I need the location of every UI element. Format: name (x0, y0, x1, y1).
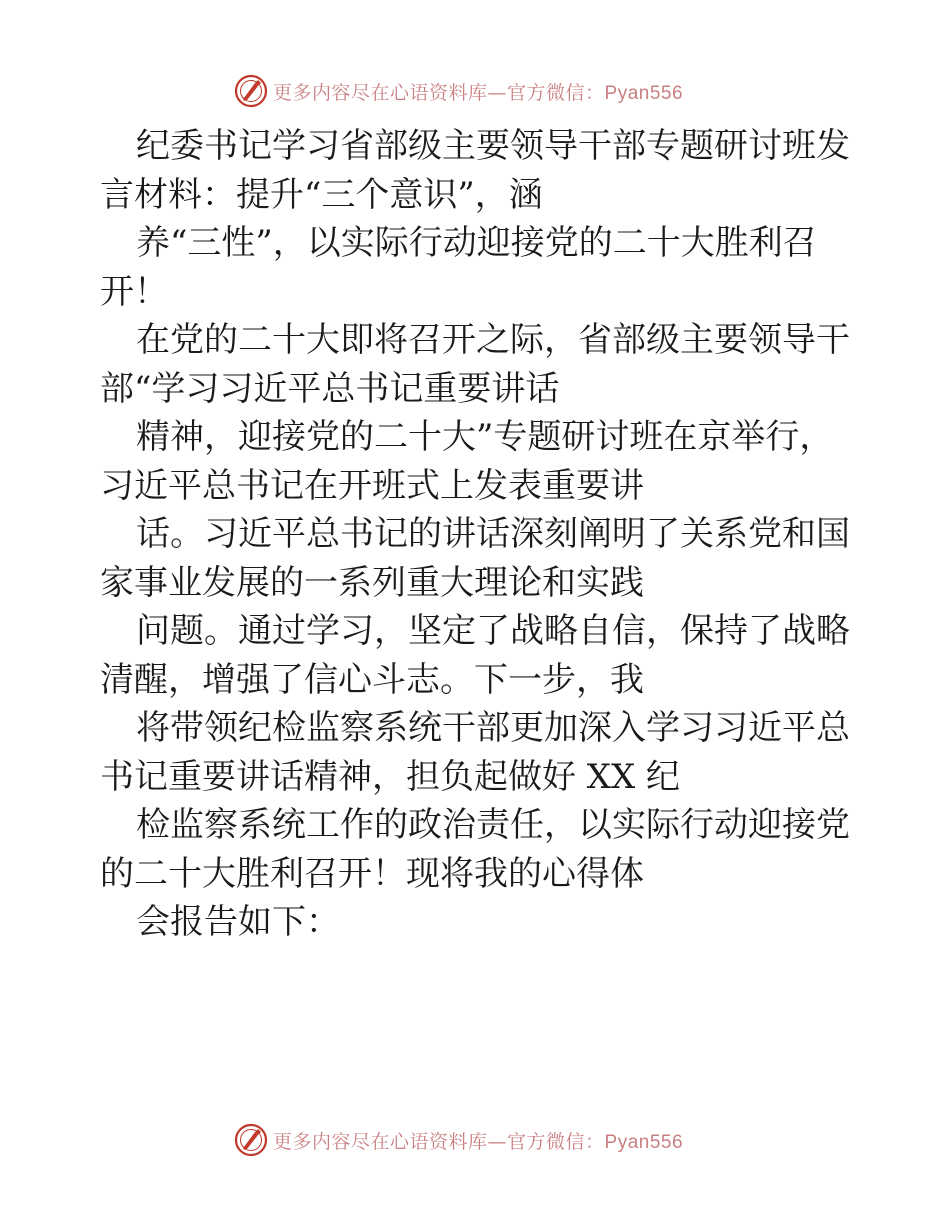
paragraph-line: 习近平总书记在开班式上发表重要讲 (100, 465, 644, 506)
header-banner-text (273, 78, 683, 105)
paragraph-line: 话。习近平总书记的讲话深刻阐明了关系党和国 (136, 514, 850, 554)
paragraph (100, 510, 860, 607)
paragraph-line: 书记重要讲话精神，担负起做好 XX 纪 (100, 756, 681, 797)
paragraph (100, 607, 860, 704)
paragraph-line: 纪委书记学习省部级主要领导干部专题研讨班发 (136, 126, 850, 166)
paragraph-line: 开！ (100, 271, 168, 312)
header-brand: 更多内容尽在心语资料库 (273, 81, 488, 104)
footer-wechat-label: 官方微信： (507, 1130, 605, 1153)
document-body (100, 122, 860, 947)
paragraph-line: 精神，迎接党的二十大”专题研讨班在京举行， (136, 417, 834, 457)
footer-separator: — (487, 1130, 508, 1153)
paragraph-line: 问题。通过学习，坚定了战略自信，保持了战略 (136, 611, 850, 651)
paragraph-line: 将带领纪检监察系统干部更加深入学习习近平总 (136, 708, 850, 748)
footer-brand: 更多内容尽在心语资料库 (273, 1130, 488, 1153)
header-separator: — (487, 81, 508, 104)
paragraph (100, 316, 860, 413)
header-wechat-id: Pyan556 (604, 82, 684, 104)
paragraph-line: 家事业发展的一系列重大理论和实践 (100, 562, 644, 603)
footer-banner (233, 1121, 683, 1159)
paragraph-line: 检监察系统工作的政治责任，以实际行动迎接党 (136, 805, 850, 845)
paragraph-line: 在党的二十大即将召开之际，省部级主要领导干 (136, 320, 850, 360)
paragraph (100, 122, 860, 219)
paragraph (100, 704, 860, 801)
paragraph-line: 清醒，增强了信心斗志。下一步，我 (100, 659, 644, 700)
footer-wechat-id: Pyan556 (604, 1131, 684, 1153)
header-wechat-label: 官方微信： (507, 81, 605, 104)
paragraph (100, 219, 860, 316)
brand-logo-icon (233, 1122, 269, 1158)
paragraph-line: 的二十大胜利召开！现将我的心得体 (100, 853, 644, 894)
paragraph (100, 898, 860, 947)
brand-logo-icon (233, 73, 269, 109)
header-banner (233, 72, 683, 110)
paragraph (100, 413, 860, 510)
footer-banner-text (273, 1127, 683, 1154)
paragraph-line: 言材料：提升“三个意识”，涵 (100, 174, 543, 215)
paragraph (100, 801, 860, 898)
paragraph-line: 部“学习习近平总书记重要讲话 (100, 368, 560, 409)
paragraph-line: 会报告如下： (136, 902, 340, 942)
paragraph-line: 养“三性”，以实际行动迎接党的二十大胜利召 (136, 223, 817, 263)
